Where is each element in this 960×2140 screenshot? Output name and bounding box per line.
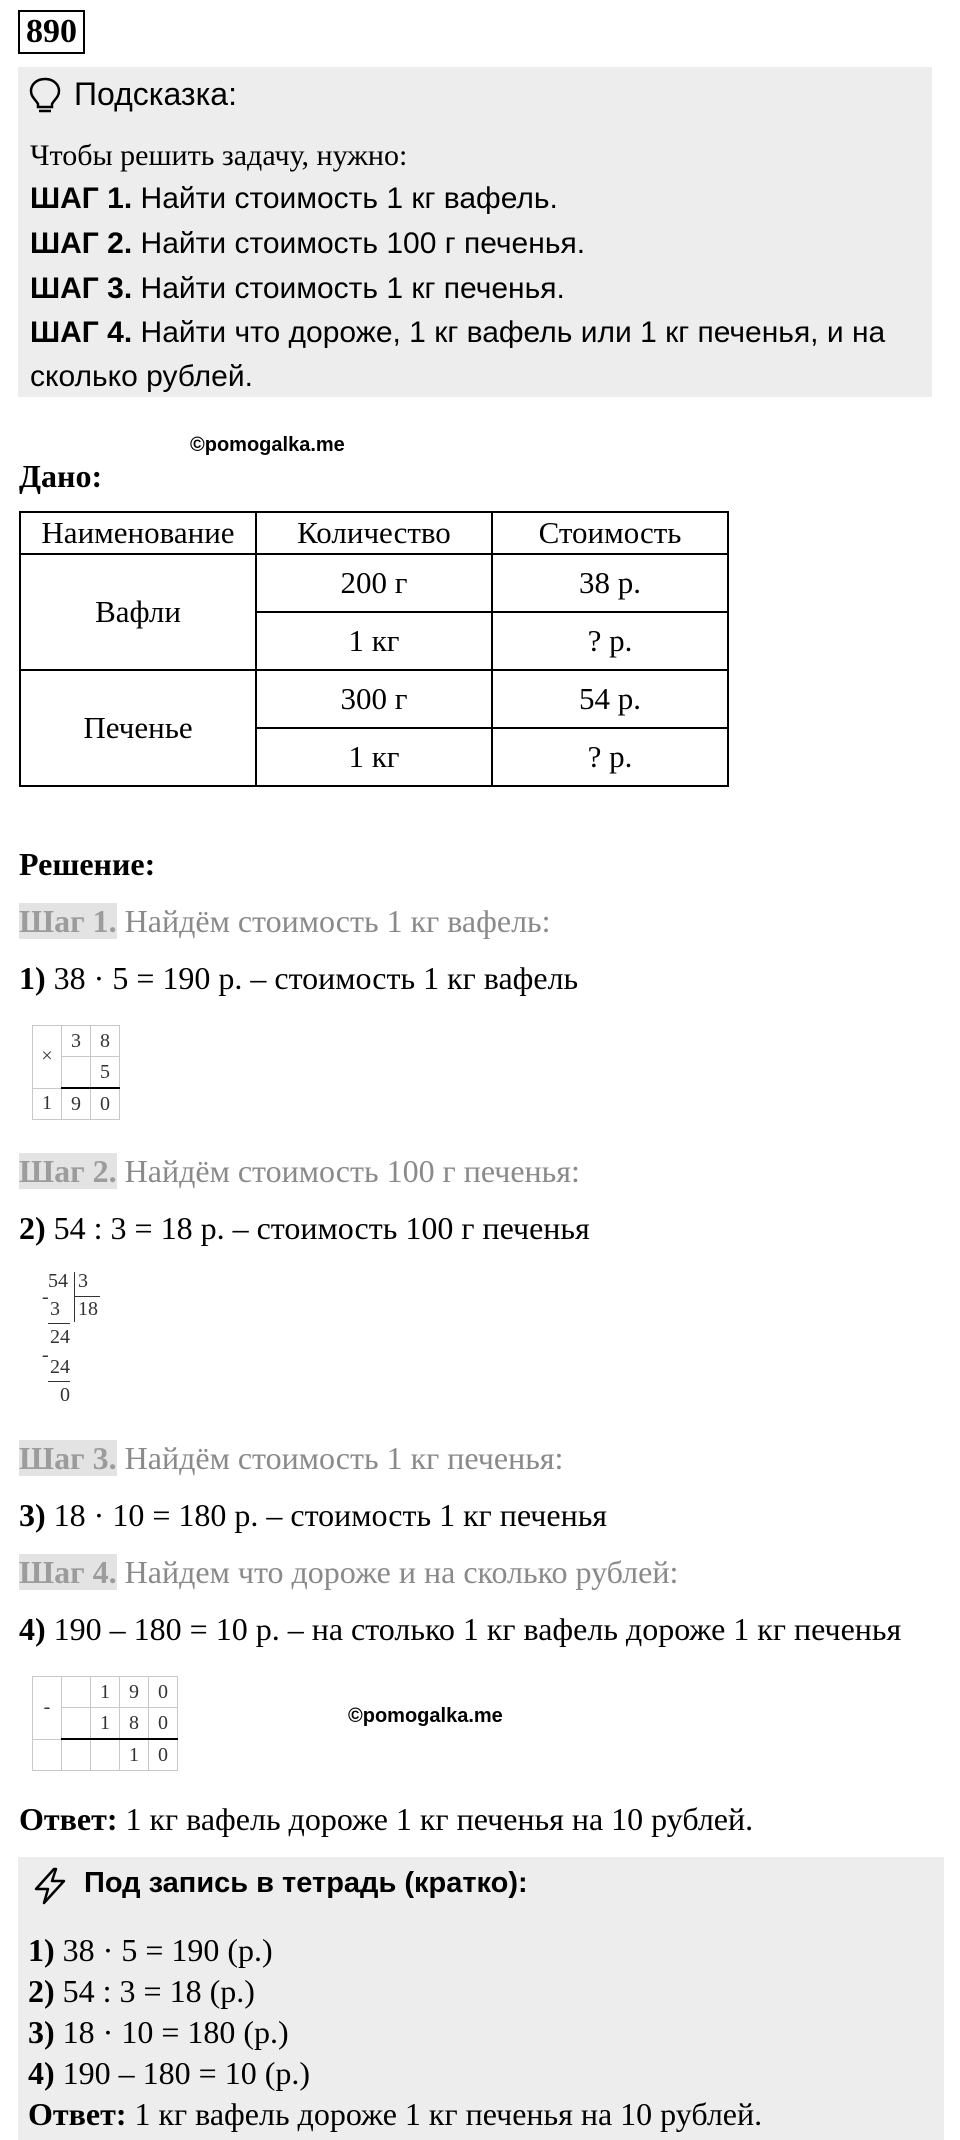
digit: 0 <box>149 1739 178 1771</box>
row-name-cookies: Печенье <box>20 670 256 786</box>
hint-step-4: ШАГ 4. Найти что дороже, 1 кг вафель или 1 кг печенья, и на <box>30 316 886 349</box>
digit: 8 <box>91 1026 120 1057</box>
step-1: Шаг 1. Найдём стоимость 1 кг вафель: <box>19 903 551 939</box>
cell-qty: 200 г <box>256 554 492 612</box>
division-column <box>38 1270 118 1415</box>
subtrahend: 3 <box>50 1298 60 1320</box>
digit: 0 <box>91 1088 120 1120</box>
given-title: Дано: <box>19 458 103 494</box>
cell-cost: 38 р. <box>492 554 728 612</box>
solution-title: Решение: <box>19 846 156 882</box>
header-cost: Стоимость <box>492 512 728 554</box>
calc-2: 2) 54 : 3 = 18 р. – стоимость 100 г печенья <box>19 1210 590 1246</box>
cell-qty: 1 кг <box>256 612 492 670</box>
dividend: 54 <box>48 1270 68 1292</box>
cell-qty: 300 г <box>256 670 492 728</box>
cell-cost: 54 р. <box>492 670 728 728</box>
digit: 3 <box>62 1026 91 1057</box>
step-4: Шаг 4. Найдем что дороже и на сколько рублей: <box>19 1554 679 1590</box>
digit: 0 <box>149 1708 178 1740</box>
digit: 1 <box>120 1739 149 1771</box>
notes-title: Под запись в тетрадь (кратко): <box>84 1867 528 1899</box>
lightbulb-icon <box>28 76 62 116</box>
hint-step-4-cont: сколько рублей. <box>30 360 253 393</box>
notes-line-3: 3) 18 · 10 = 180 (р.) <box>28 2014 289 2050</box>
minus-sign: - <box>33 1677 62 1740</box>
cell-cost: ? р. <box>492 728 728 786</box>
calc-3: 3) 18 · 10 = 180 р. – стоимость 1 кг печенья <box>19 1497 608 1533</box>
mult-sign: × <box>33 1026 62 1089</box>
digit: 1 <box>91 1708 120 1740</box>
hint-step-1: ШАГ 1. Найти стоимость 1 кг вафель. <box>30 182 558 215</box>
divisor: 3 <box>78 1270 88 1292</box>
given-table <box>19 511 729 787</box>
hint-step-3: ШАГ 3. Найти стоимость 1 кг печенья. <box>30 272 565 305</box>
subtraction-column <box>32 1676 178 1771</box>
cell-qty: 1 кг <box>256 728 492 786</box>
watermark: ©pomogalka.me <box>190 434 345 456</box>
calc-4: 4) 190 – 180 = 10 р. – на столько 1 кг вафель дороже 1 кг печенья <box>19 1611 902 1647</box>
multiplication-column <box>32 1025 120 1120</box>
hint-step-2: ШАГ 2. Найти стоимость 100 г печенья. <box>30 227 586 260</box>
digit: 9 <box>120 1677 149 1708</box>
step-3: Шаг 3. Найдём стоимость 1 кг печенья: <box>19 1440 564 1476</box>
digit: 9 <box>62 1088 91 1120</box>
hint-title: Подсказка: <box>74 76 237 112</box>
minus-sign: - <box>42 1344 49 1366</box>
remainder: 0 <box>60 1384 70 1406</box>
notes-line-4: 4) 190 – 180 = 10 (р.) <box>28 2055 311 2091</box>
digit: 5 <box>91 1057 120 1089</box>
minus-sign: - <box>42 1286 49 1308</box>
task-number: 890 <box>18 10 85 54</box>
header-name: Наименование <box>20 512 256 554</box>
quotient: 18 <box>78 1298 98 1320</box>
calc-1: 1) 38 · 5 = 190 р. – стоимость 1 кг вафель <box>19 960 579 996</box>
remainder: 24 <box>50 1326 70 1348</box>
answer: Ответ: 1 кг вафель дороже 1 кг печенья на 10 рублей. <box>19 1801 754 1837</box>
digit: 0 <box>149 1677 178 1708</box>
notes-answer: Ответ: 1 кг вафель дороже 1 кг печенья на 10 рублей. <box>28 2096 763 2132</box>
digit: 1 <box>91 1677 120 1708</box>
notes-line-2: 2) 54 : 3 = 18 (р.) <box>28 1973 255 2009</box>
notes-line-1: 1) 38 · 5 = 190 (р.) <box>28 1932 273 1968</box>
watermark: ©pomogalka.me <box>348 1705 503 1727</box>
digit: 1 <box>33 1088 62 1120</box>
digit: 8 <box>120 1708 149 1740</box>
lightning-icon <box>30 1866 70 1906</box>
step-2: Шаг 2. Найдём стоимость 100 г печенья: <box>19 1153 580 1189</box>
cell-cost: ? р. <box>492 612 728 670</box>
header-quantity: Количество <box>256 512 492 554</box>
row-name-waffles: Вафли <box>20 554 256 670</box>
hint-intro: Чтобы решить задачу, нужно: <box>30 139 408 172</box>
subtrahend: 24 <box>50 1356 70 1378</box>
